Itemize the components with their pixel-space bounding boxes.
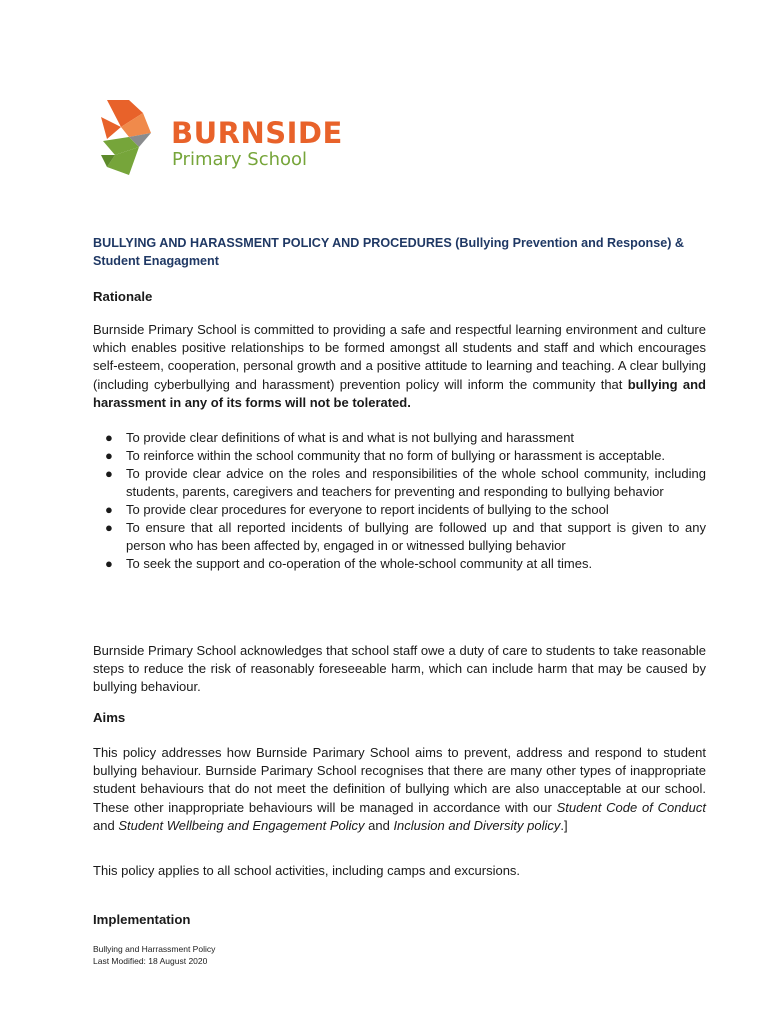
ref-wellbeing-policy: Student Wellbeing and Engagement Policy xyxy=(118,817,365,833)
aims-paragraph xyxy=(93,744,706,835)
implementation-heading: Implementation xyxy=(93,912,191,927)
list-item-text: To provide clear definitions of what is and what is not bullying and harassment xyxy=(126,430,575,445)
objectives-list xyxy=(93,429,706,573)
bullet-icon: ● xyxy=(105,466,113,481)
page-footer xyxy=(93,943,215,967)
aims-text: This policy addresses how Burnside Parimary School aims to prevent, address and respond to student bullying behaviour. Burnside Parimary School recognises that there are many other types of inappropriate student behaviours that do not meet the definition of bullying which are also unacceptable at our school. These other inappropriate behaviours will be managed in accordance with our xyxy=(93,745,706,815)
footer-policy-name: Bullying and Harrassment Policy xyxy=(93,944,216,954)
school-logo xyxy=(99,97,349,187)
logo-name: BURNSIDE xyxy=(171,116,343,150)
footer-last-modified: Last Modified: 18 August 2020 xyxy=(93,956,208,966)
rationale-paragraph xyxy=(93,321,706,412)
aims-heading: Aims xyxy=(93,710,126,725)
scope-paragraph: This policy applies to all school activities, including camps and excursions. xyxy=(93,863,521,878)
ref-code-of-conduct: Student Code of Conduct xyxy=(556,799,706,815)
bullet-icon: ● xyxy=(105,430,113,445)
ref-inclusion-policy: Inclusion and Diversity policy xyxy=(393,817,561,833)
list-item xyxy=(93,429,706,447)
document-title: BULLYING AND HARASSMENT POLICY AND PROCEDURES (Bullying Prevention and Response) & Student Enagagment xyxy=(93,236,685,268)
list-item xyxy=(93,501,706,519)
list-item-text: To provide clear advice on the roles and responsibilities of the whole school community, including students, parents, caregivers and teachers for preventing and responding to bullying behavior xyxy=(126,466,706,499)
duty-of-care-paragraph: Burnside Primary School acknowledges that school staff owe a duty of care to students to take reasonable steps to reduce the risk of reasonably foreseeable harm, which can include harm that may be caused by bullying behaviour. xyxy=(93,643,706,695)
rationale-text: Burnside Primary School is committed to providing a safe and respectful learning environment and culture which enables positive relationships to be formed amongst all students and staff and which encourages self-esteem, cooperation, personal growth and a positive attitude to learning and teaching. A clear bullying (including cyberbullying and harassment) prevention policy will inform the community that xyxy=(93,322,706,392)
bullet-icon: ● xyxy=(105,520,113,535)
bullet-icon: ● xyxy=(105,556,113,571)
list-item xyxy=(93,519,706,555)
rationale-heading: Rationale xyxy=(93,289,153,304)
aims-end: .] xyxy=(560,817,568,833)
bullet-icon: ● xyxy=(105,502,113,517)
list-item-text: To seek the support and co-operation of the whole-school community at all times. xyxy=(126,556,593,571)
list-item-text: To provide clear procedures for everyone to report incidents of bullying to the school xyxy=(126,502,609,517)
logo-subtitle: Primary School xyxy=(172,149,308,170)
list-item xyxy=(93,465,706,501)
list-item-text: To ensure that all reported incidents of bullying are followed up and that support is given to any person who has been affected by, engaged in or witnessed bullying behavior xyxy=(126,520,706,553)
list-item xyxy=(93,555,706,573)
list-item-text: To reinforce within the school community that no form of bullying or harassment is acceptable. xyxy=(126,448,666,463)
rationale-bold-statement: bullying and harassment in any of its forms will not be tolerated. xyxy=(93,376,706,410)
burnside-emblem-icon xyxy=(99,97,159,183)
aims-and-2: and xyxy=(364,817,394,833)
aims-and-1: and xyxy=(93,817,119,833)
list-item xyxy=(93,447,706,465)
bullet-icon: ● xyxy=(105,448,113,463)
